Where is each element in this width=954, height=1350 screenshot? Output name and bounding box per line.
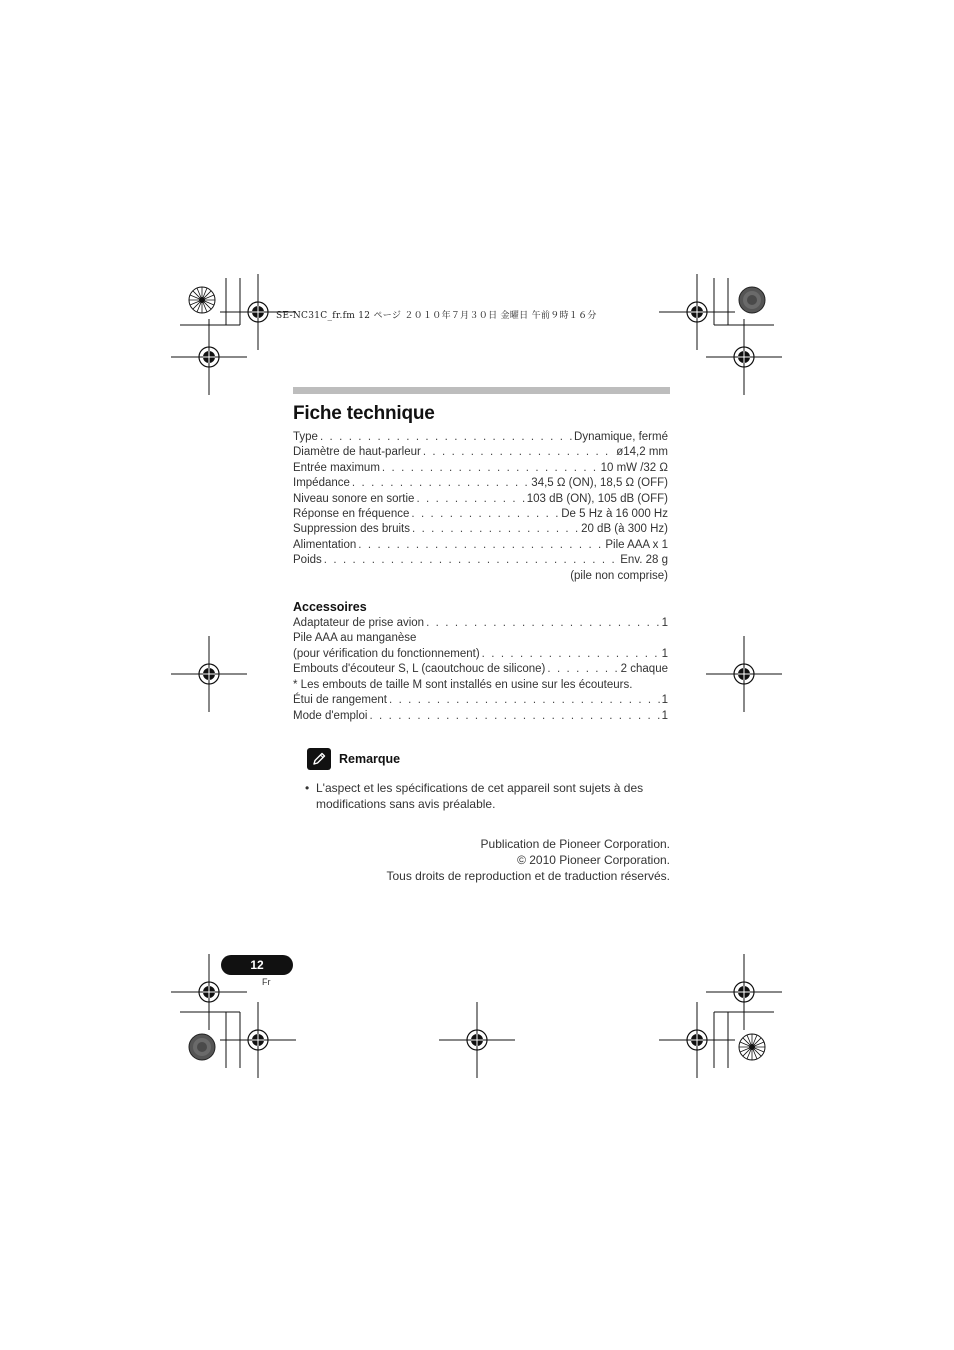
spec-row-entree: Entrée maximum . . . 10 mW /32 Ω (293, 461, 668, 476)
accessories-list (293, 616, 668, 724)
section-title: Fiche technique (293, 403, 435, 424)
spec-row-suppression: Suppression des bruits . . . 20 dB (à 300 Hz) (293, 522, 668, 537)
note-bullet (305, 780, 661, 812)
note-header (307, 748, 670, 770)
spec-row-impedance: Impédance . . . 34,5 Ω (ON), 18,5 Ω (OFF) (293, 476, 668, 491)
accessory-row-mode-emploi: Mode d'emploi . . . 1 (293, 709, 668, 724)
spec-row-diametre: Diamètre de haut-parleur . . . ø14,2 mm (293, 445, 668, 460)
page-language: Fr (262, 977, 271, 987)
spec-row-type: Type . . . Dynamique, fermé (293, 430, 668, 445)
spec-row-poids: Poids . . . Env. 28 g (293, 553, 668, 568)
publisher-line: Publication de Pioneer Corporation. (480, 836, 670, 851)
spec-row-alimentation: Alimentation . . . Pile AAA x 1 (293, 538, 668, 553)
spec-row-reponse: Réponse en fréquence . . . De 5 Hz à 16 000 Hz (293, 507, 668, 522)
accessory-row-pile: (pour vérification du fonctionnement) . . . 1 (293, 647, 668, 662)
page-number: 12 (221, 955, 293, 975)
spec-poids-note: (pile non comprise) (570, 569, 668, 582)
print-file-header: SE-NC31C_fr.fm 12 ページ ２０１０年７月３０日 金曜日 午前９時１６分 (276, 311, 597, 321)
pencil-icon (307, 748, 331, 770)
rights-line: Tous droits de reproduction et de traduction réservés. (386, 868, 670, 883)
accessory-row-adaptateur: Adaptateur de prise avion . . . 1 (293, 616, 668, 631)
accessories-title: Accessoires (293, 600, 367, 615)
accessory-pile-line: Pile AAA au manganèse (293, 632, 417, 645)
spec-list (293, 430, 668, 584)
note-text: L'aspect et les spécifications de cet appareil sont sujets à des modifications sans avis préalable. (316, 780, 644, 811)
page-content (293, 387, 670, 884)
accessory-footnote: * Les embouts de taille M sont installés en usine sur les écouteurs. (293, 678, 633, 691)
copyright-line: © 2010 Pioneer Corporation. (517, 852, 670, 867)
section-rule (293, 387, 670, 394)
publisher-footer (293, 836, 670, 884)
note-title: Remarque (339, 751, 401, 766)
bullet-marker: • (305, 780, 310, 795)
spec-row-niveau: Niveau sonore en sortie . . . 103 dB (ON), 105 dB (OFF) (293, 492, 668, 507)
accessory-row-etui: Étui de rangement . . . 1 (293, 693, 668, 708)
accessory-row-embouts: Embouts d'écouteur S, L (caoutchouc de silicone) . . . 2 chaque (293, 662, 668, 677)
